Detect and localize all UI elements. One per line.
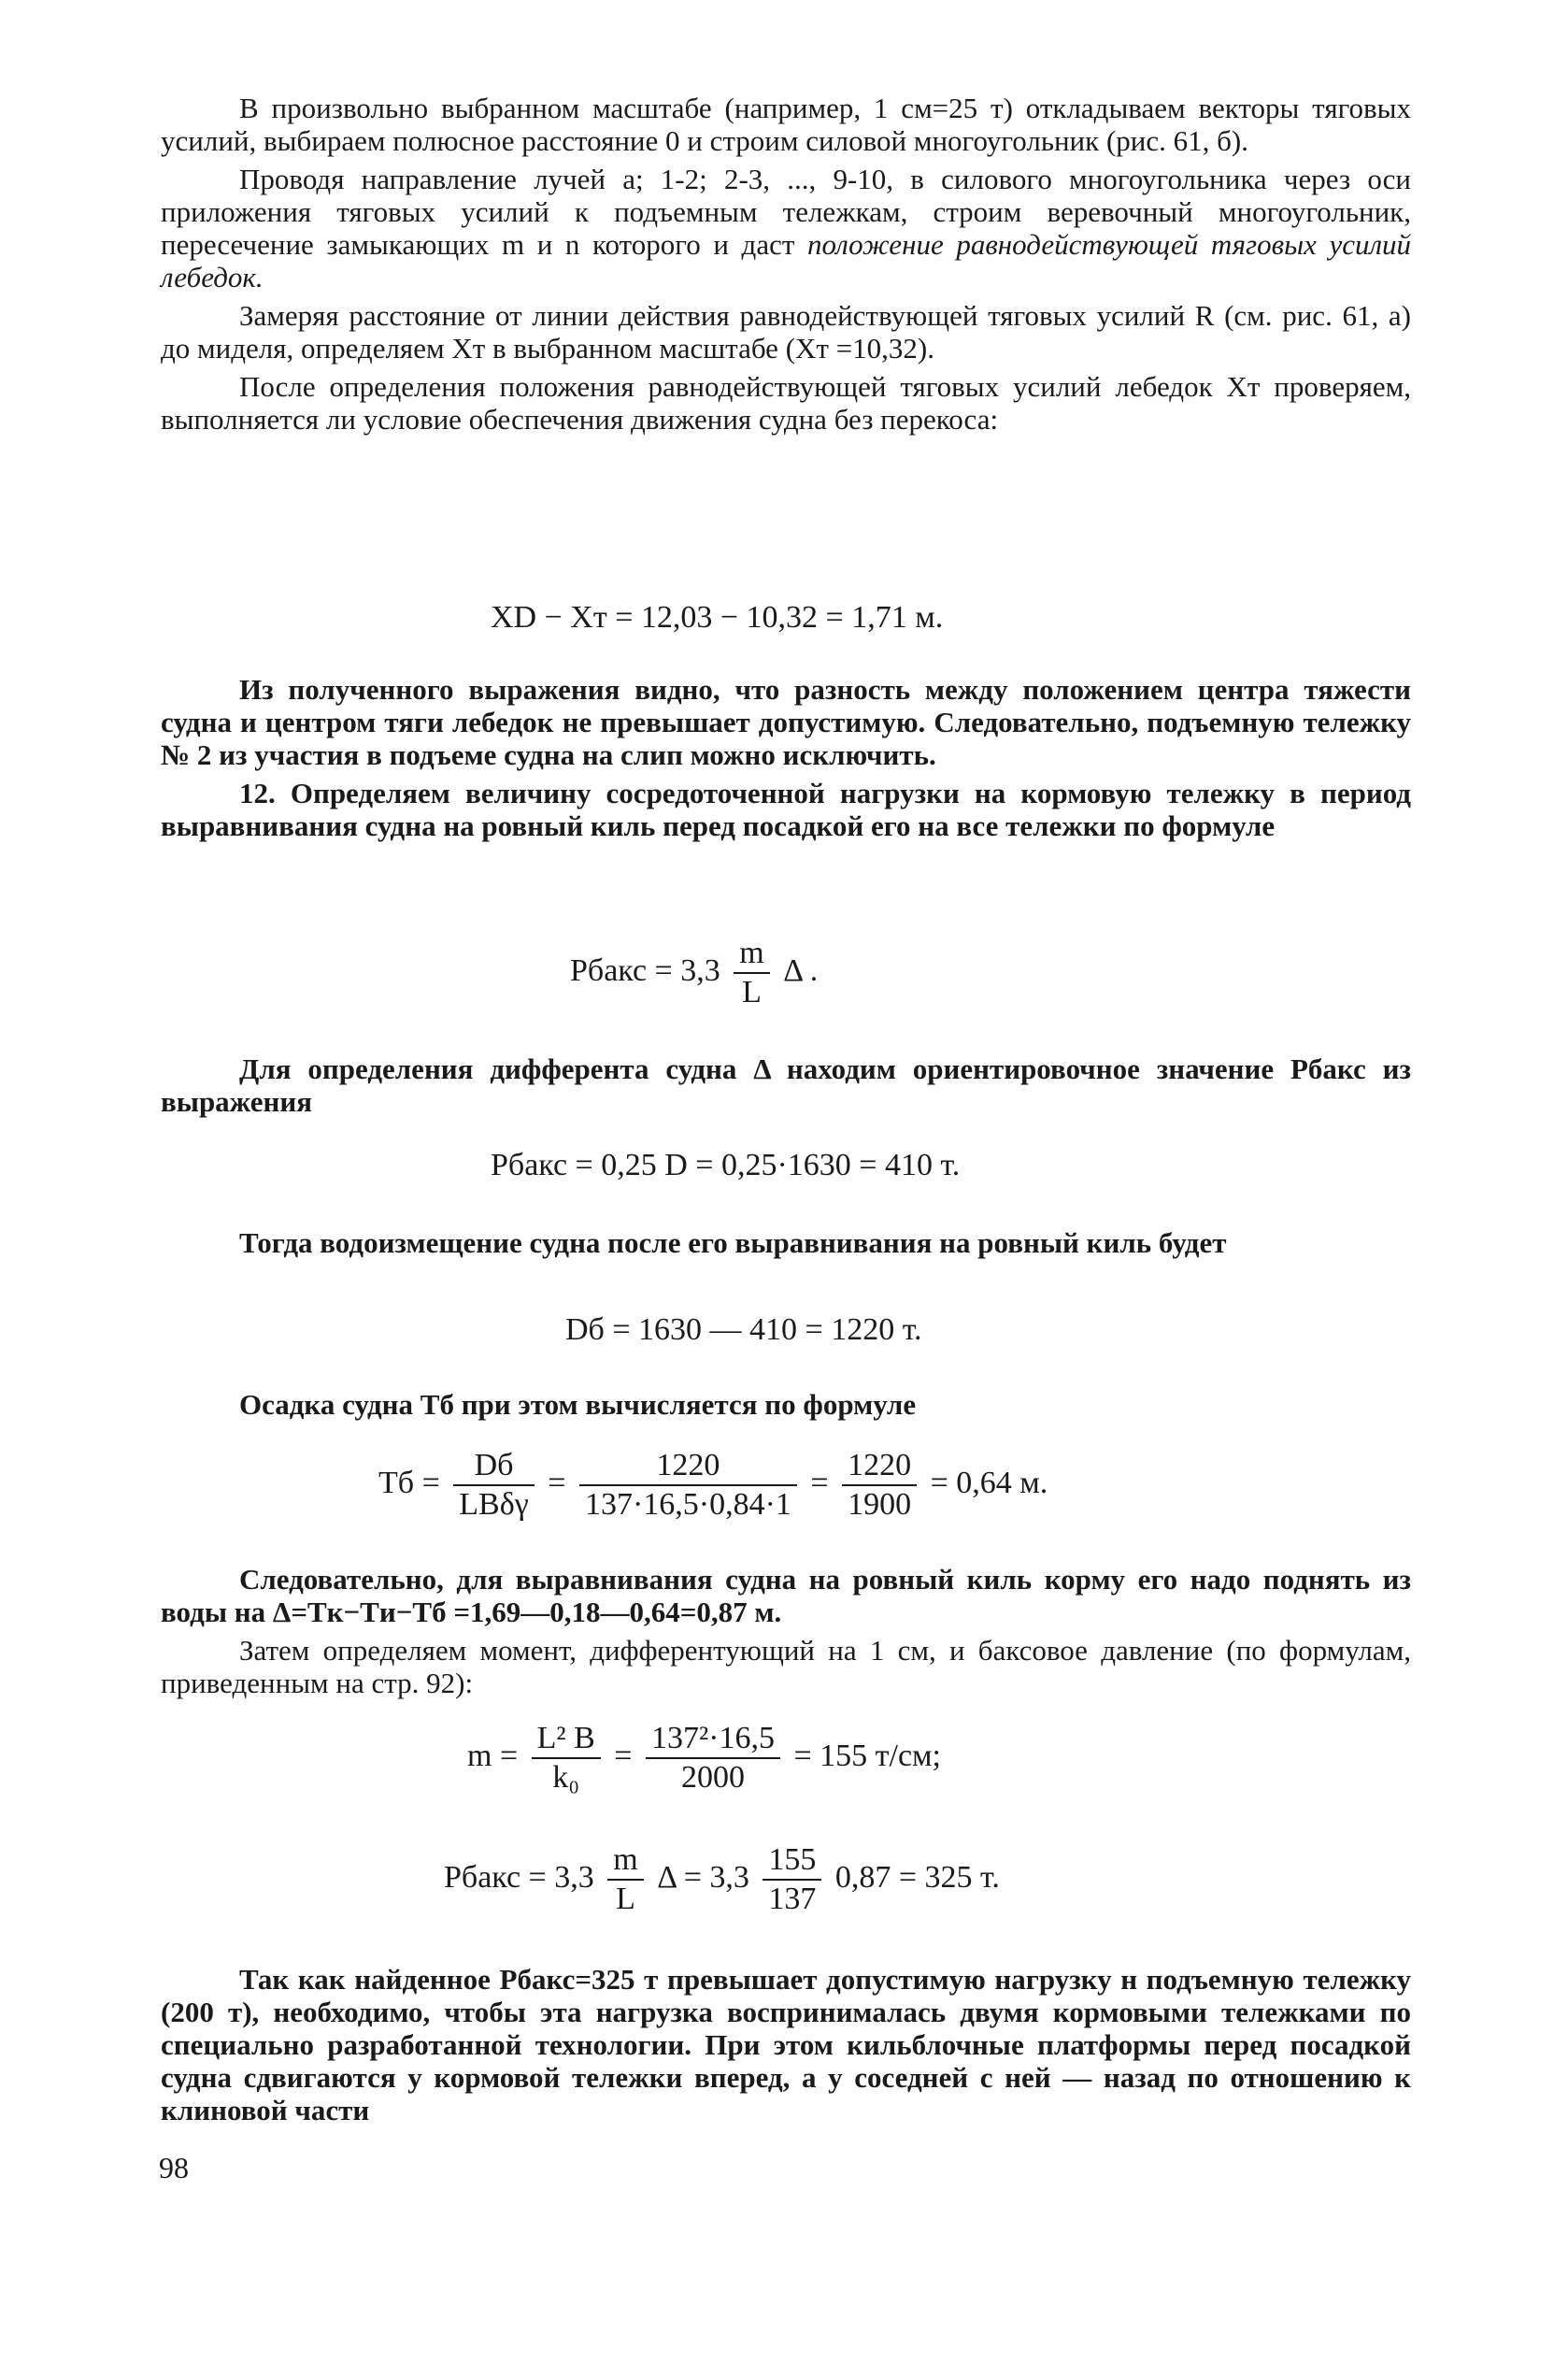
eq-lhs: m = [467, 1738, 519, 1773]
paragraph: 12. Определяем величину сосредоточенной нагрузки на кормовую тележку в период выравнивания судна на ровный киль перед посадкой его на все тележки по формуле [161, 777, 1411, 842]
emphasis-text: положение равнодействующей тяговых усилий лебедок. [161, 228, 1412, 293]
eq-rhs: = 0,64 м. [930, 1465, 1048, 1500]
numerator: 137²·16,5 [646, 1720, 780, 1759]
equals-sign: = [810, 1465, 829, 1500]
eq-lhs: Pбакс = 3,3 [444, 1859, 594, 1895]
equation-4: Dб = 1630 — 410 = 1220 т. [565, 1312, 922, 1347]
text-block-7 [161, 1963, 1411, 2126]
text-block-6 [161, 1563, 1411, 1699]
paragraph: Затем определяем момент, дифферентующий на 1 см, и баксовое давление (по формулам, приведенным на стр. 92): [161, 1634, 1411, 1699]
numerator: m [607, 1841, 643, 1881]
eq-rhs: = 155 т/см; [793, 1738, 942, 1773]
fraction [532, 1720, 601, 1797]
text-block-3 [161, 1052, 1411, 1118]
equation-6 [467, 1720, 941, 1797]
fraction [646, 1720, 780, 1797]
fraction [734, 935, 769, 1011]
text-block-4 [161, 1226, 1411, 1259]
eq-rhs: 0,87 = 325 т. [834, 1859, 1000, 1895]
equation-3: Pбакс = 0,25 D = 0,25·1630 = 410 т. [491, 1148, 961, 1182]
text-block-2 [161, 673, 1411, 842]
text-block-5 [161, 1388, 1411, 1421]
eq-rhs: Δ . [783, 952, 819, 988]
paragraph: Осадка судна Tб при этом вычисляется по формуле [239, 1388, 917, 1421]
fraction [579, 1447, 797, 1524]
paragraph: Для определения дифферента судна Δ находим ориентировочное значение Pбакс из выражения [161, 1052, 1411, 1118]
paragraph: После определения положения равнодействующей тяговых усилий лебедок Xт проверяем, выполняется ли условие обеспечения движения судна без перекоса: [161, 370, 1411, 436]
paragraph: Тогда водоизмещение судна после его выравнивания на ровный киль будет [239, 1226, 1227, 1259]
page-number: 98 [159, 2151, 189, 2184]
numerator: L² B [532, 1720, 601, 1759]
fraction [763, 1841, 821, 1918]
eq-lhs: Pбакс = 3,3 [570, 952, 720, 988]
fraction [607, 1841, 643, 1918]
numerator: Dб [453, 1447, 535, 1486]
eq-lhs: Tб = [378, 1465, 440, 1500]
eq-mid: Δ = 3,3 [657, 1859, 749, 1895]
numerator: 155 [763, 1841, 821, 1881]
paragraph: Из полученного выражения видно, что разность между положением центра тяжести судна и центром тяги лебедок не превышает допустимую. Следовательно, подъемную тележку № 2 из участия в подъеме судна на слип можно исключить. [161, 673, 1411, 771]
paragraph: Замеряя расстояние от линии действия равнодействующей тяговых усилий R (см. рис. 61, а) до миделя, определяем Xт в выбранном масштабе (Xт =10,32). [161, 299, 1411, 365]
equation-2 [570, 935, 818, 1011]
equation-5 [378, 1447, 1048, 1524]
text-block-top [161, 92, 1411, 436]
numerator: m [734, 935, 769, 974]
paragraph: Так как найденное Pбакс=325 т превышает допустимую нагрузку н подъемную тележку (200 т), необходимо, чтобы эта нагрузка воспринималась двумя кормовыми тележками по специально разработанной технологии. При этом кильблочные платформы перед посадкой судна сдвигаются у кормовой тележки вперед, а у соседней с ней — назад по отношению к клиновой части [161, 1963, 1411, 2126]
denominator: LBδγ [459, 1487, 529, 1522]
equals-sign: = [548, 1465, 566, 1500]
paragraph-text: Проводя направление лучей а; 1-2; 2-3, ..., 9-10, в силового многоугольника через оси приложения тяговых усилий к подъемным тележкам, строим веревочный многоугольник, пересечение замыкающих m и n которого и даст [161, 163, 1411, 261]
denominator: 137 [768, 1882, 817, 1916]
denominator: 137·16,5·0,84·1 [584, 1487, 791, 1522]
paragraph: Следовательно, для выравнивания судна на ровный киль корму его надо поднять из воды на Δ=Tк−Tи−Tб =1,69—0,18—0,64=0,87 м. [161, 1563, 1411, 1628]
paragraph [161, 163, 1411, 293]
equation-7 [444, 1841, 1000, 1918]
denominator: 2000 [680, 1760, 745, 1795]
equals-sign: = [614, 1738, 633, 1773]
numerator: 1220 [842, 1447, 917, 1486]
numerator: 1220 [579, 1447, 797, 1486]
denominator: L [742, 975, 762, 1009]
denominator: L [616, 1882, 635, 1916]
equation-1: XD − Xт = 12,03 − 10,32 = 1,71 м. [491, 600, 944, 635]
fraction [453, 1447, 535, 1524]
fraction [842, 1447, 917, 1524]
denominator: 1900 [848, 1487, 912, 1522]
paragraph: В произвольно выбранном масштабе (например, 1 см=25 т) откладываем векторы тяговых усилий, выбираем полюсное расстояние 0 и строим силовой многоугольник (рис. 61, б). [161, 92, 1411, 157]
denominator: k₀ [552, 1760, 580, 1795]
